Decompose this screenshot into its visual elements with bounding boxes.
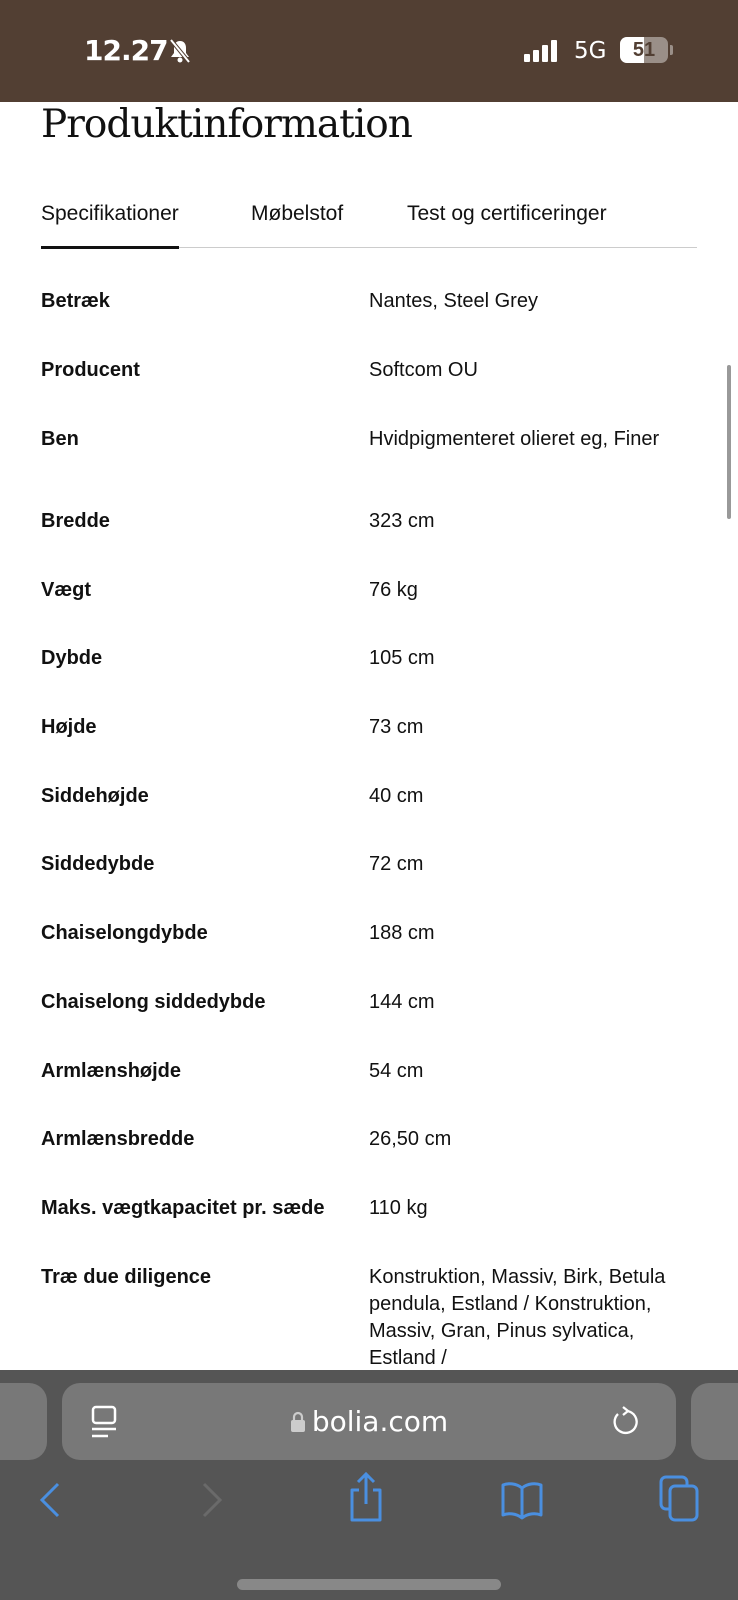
bookmarks-icon[interactable] [500,1480,544,1520]
spec-value: 40 cm [369,785,424,807]
network-type: 5G [574,38,607,64]
browser-toolbar [0,1370,738,1600]
spec-value: 110 kg [369,1197,428,1219]
spec-label: Armlænshøjde [41,1060,182,1082]
signal-icon [524,40,557,62]
lock-icon [290,1411,306,1433]
spec-value: 73 cm [369,716,424,738]
spec-label: Producent [41,359,140,381]
spec-value: Softcom OU [369,359,478,381]
spec-label: Træ due diligence [41,1266,212,1288]
spec-value: 105 cm [369,647,435,669]
spec-label: Siddedybde [41,853,155,875]
address-bar[interactable] [62,1383,676,1460]
silent-bell-icon [168,38,192,64]
spec-label: Siddehøjde [41,785,149,807]
reload-icon[interactable] [610,1405,640,1439]
spec-value: 323 cm [369,510,435,532]
tabs-icon[interactable] [658,1474,700,1524]
spec-value: 76 kg [369,579,418,601]
spec-label: Maks. vægtkapacitet pr. sæde [41,1197,325,1219]
tab-test-certificeringer[interactable]: Test og certificeringer [407,202,607,225]
spec-label: Vægt [41,579,91,601]
url-display [62,1405,676,1438]
spec-value: Hvidpigmenteret olieret eg, Finer [369,428,660,450]
spec-label: Ben [41,428,79,450]
spec-label: Bredde [41,510,110,532]
tab-specifikationer[interactable]: Specifikationer [41,202,179,225]
previous-tab-card[interactable] [0,1383,47,1460]
tab-mobelstof[interactable]: Møbelstof [251,202,344,225]
spec-value: 72 cm [369,853,424,875]
spec-label: Chaiselongdybde [41,922,208,944]
home-indicator [237,1579,501,1590]
spec-value: Nantes, Steel Grey [369,290,538,312]
status-bar [0,0,738,102]
page-title: Produktinformation [41,102,412,147]
spec-label: Betræk [41,290,110,312]
spec-label: Højde [41,716,97,738]
spec-value: 26,50 cm [369,1128,452,1150]
back-icon[interactable] [36,1480,66,1520]
tab-bar [41,198,697,248]
spec-label: Armlænsbredde [41,1128,195,1150]
battery-icon: 51 [620,37,668,63]
battery-nub [670,45,673,55]
scrollbar[interactable] [727,365,731,519]
forward-icon[interactable] [196,1480,226,1520]
url-text: bolia.com [311,1405,449,1438]
share-icon[interactable] [346,1470,386,1526]
spec-value: 144 cm [369,991,435,1013]
spec-label: Chaiselong siddedybde [41,991,266,1013]
spec-value: 54 cm [369,1060,424,1082]
spec-value: Konstruktion, Massiv, Birk, Betula pendula, Estland / Konstruktion, Massiv, Gran, Pinus sylvatica, Estland / [369,1266,666,1369]
next-tab-card[interactable] [691,1383,738,1460]
spec-label: Dybde [41,647,103,669]
clock: 12.27 [84,34,168,67]
spec-value: 188 cm [369,922,435,944]
